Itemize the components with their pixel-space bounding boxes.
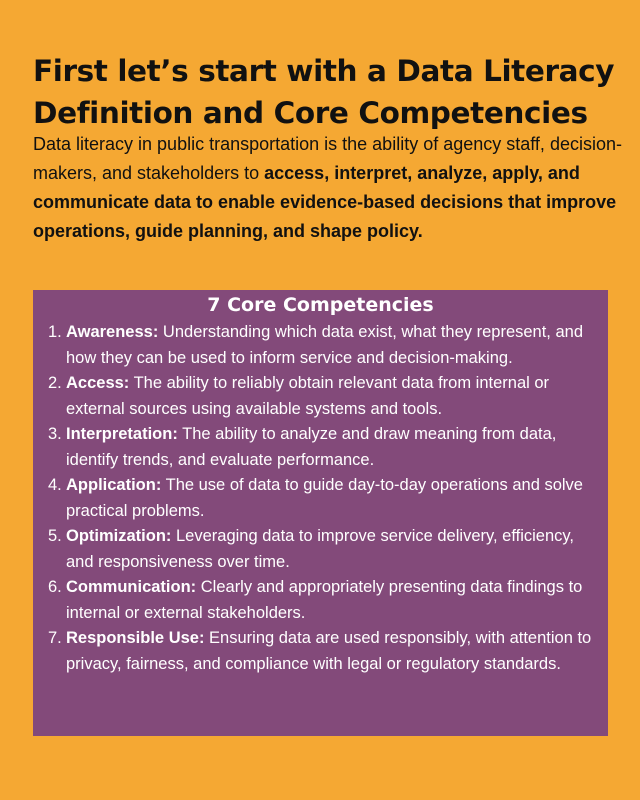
competency-access: [33, 371, 608, 422]
competency-term: Responsible Use:: [66, 629, 205, 647]
competencies-list: [33, 320, 608, 677]
competency-description: Ensuring data are used responsibly, with attention to privacy, fairness, and compliance with legal or regulatory standards.: [66, 629, 592, 673]
competency-description: The use of data to guide day-to-day operations and solve practical problems.: [66, 476, 583, 520]
competency-number: 2.: [48, 374, 62, 392]
competency-term: Optimization:: [66, 527, 172, 545]
competency-description: Understanding which data exist, what they represent, and how they can be used to inform service and decision-making.: [66, 323, 584, 367]
competency-number: 7.: [48, 629, 62, 647]
competency-awareness: [33, 320, 608, 371]
competency-number: 5.: [48, 527, 62, 545]
competency-term: Interpretation:: [66, 425, 178, 443]
definition-text: Data literacy in public transportation is the ability of agency staff, decision-makers, and stakeholders to: [33, 134, 622, 183]
page-title: First let’s start with a Data Literacy Definition and Core Competencies: [33, 54, 615, 130]
competency-optimization: [33, 524, 608, 575]
competency-description: Leveraging data to improve service delivery, efficiency, and responsiveness over time.: [66, 527, 575, 571]
competency-term: Access:: [66, 374, 130, 392]
competency-description: The ability to analyze and draw meaning from data, identify trends, and evaluate performance.: [66, 425, 557, 469]
competency-interpretation: [33, 422, 608, 473]
competency-term: Awareness:: [66, 323, 159, 341]
competency-term: Communication:: [66, 578, 197, 596]
competencies-panel: [33, 290, 608, 736]
competency-description: Clearly and appropriately presenting data findings to internal or external stakeholders.: [66, 578, 583, 622]
competency-term: Application:: [66, 476, 162, 494]
competency-description: The ability to reliably obtain relevant data from internal or external sources using available systems and tools.: [66, 374, 550, 418]
competency-number: 4.: [48, 476, 62, 494]
competency-responsible-use: [33, 626, 608, 677]
competency-application: [33, 473, 608, 524]
definition-emphasis: access, interpret, analyze, apply, and communicate data to enable evidence-based decisions that improve operations, guide planning, and shape policy.: [33, 163, 617, 241]
competency-number: 6.: [48, 578, 62, 596]
definition-paragraph: [33, 130, 623, 246]
competency-number: 3.: [48, 425, 62, 443]
competency-number: 1.: [48, 323, 62, 341]
competencies-title: 7 Core Competencies: [207, 294, 434, 316]
competency-communication: [33, 575, 608, 626]
